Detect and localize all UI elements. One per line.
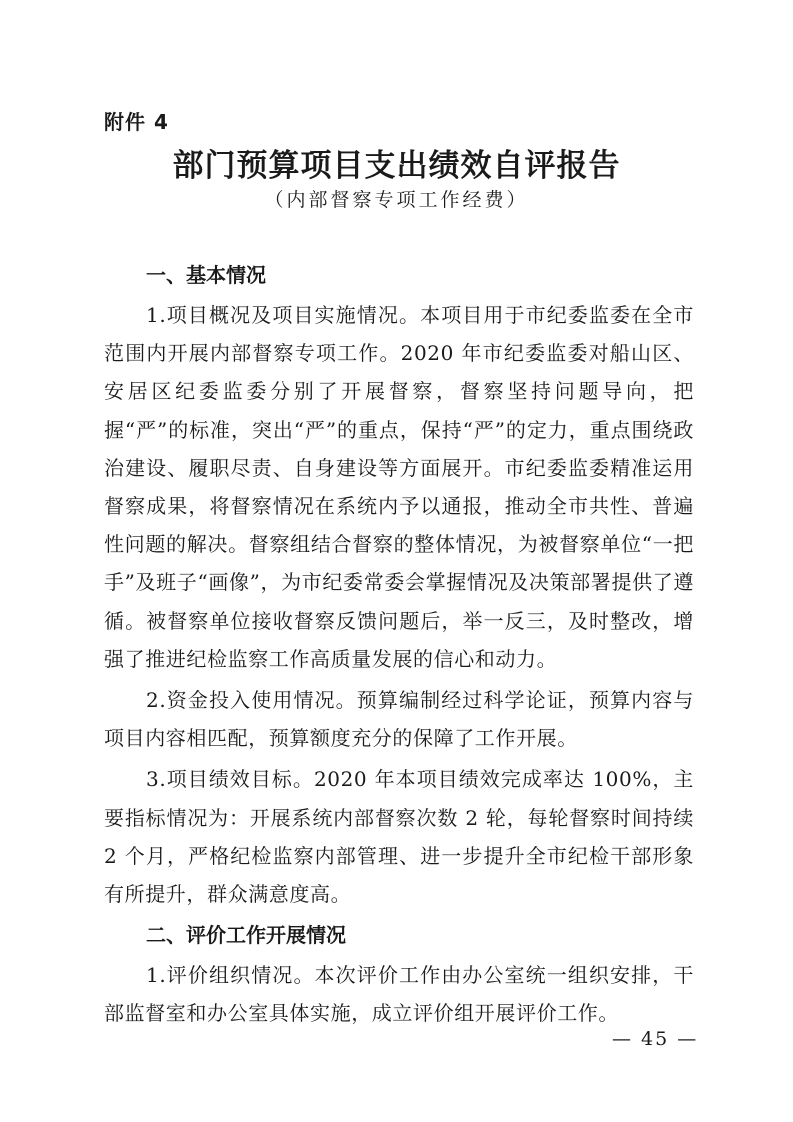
annex-label: 附件 4 [104,110,169,134]
document-body [104,256,694,1033]
section-evaluation-work [104,916,694,1032]
section-heading: 一、基本情况 [146,263,266,287]
paragraph-evaluation-organization: 1.评价组织情况。本次评价工作由办公室统一组织安排，干部监督室和办公室具体实施，成立评价组开展评价工作。 [104,963,694,1026]
paragraph-project-overview: 1.项目概况及项目实施情况。本项目用于市纪委监委在全市范围内开展内部督察专项工作。2020 年市纪委监委对船山区、安居区纪委监委分别了开展督察，督察坚持问题导向，把握“严”的标准，突出“严”的重点，保持“严”的定力，重点围绕政治建设、履职尽责、自身建设等方面展开。市纪委监委精准运用督察成果，将督察情况在系统内予以通报，推动全市共性、普遍性问题的解决。督察组结合督察的整体情况，为被督察单位“一把手”及班子“画像”，为市纪委常委会掌握情况及决策部署提供了遵循。被督察单位接收督察反馈问题后，举一反三，及时整改，增强了推进纪检监察工作高质量发展的信心和动力。 [104,303,694,671]
page-subtitle: （内部督察专项工作经费） [264,189,529,211]
section-basic-info [104,256,694,913]
page-title: 部门预算项目支出绩效自评报告 [172,148,621,184]
page-number: — 45 — [612,1028,699,1050]
paragraph-performance-goal: 3.项目绩效目标。2020 年本项目绩效完成率达 100%，主要指标情况为：开展系统内部督察次数 2 轮，每轮督察时间持续 2 个月，严格纪检监察内部管理、进一步提升全市纪检干部形象有所提升，群众满意度高。 [104,767,694,907]
section-heading: 二、评价工作开展情况 [146,923,346,948]
paragraph-fund-usage: 2.资金投入使用情况。预算编制经过科学论证，预算内容与项目内容相匹配，预算额度充分的保障了工作开展。 [104,688,694,751]
